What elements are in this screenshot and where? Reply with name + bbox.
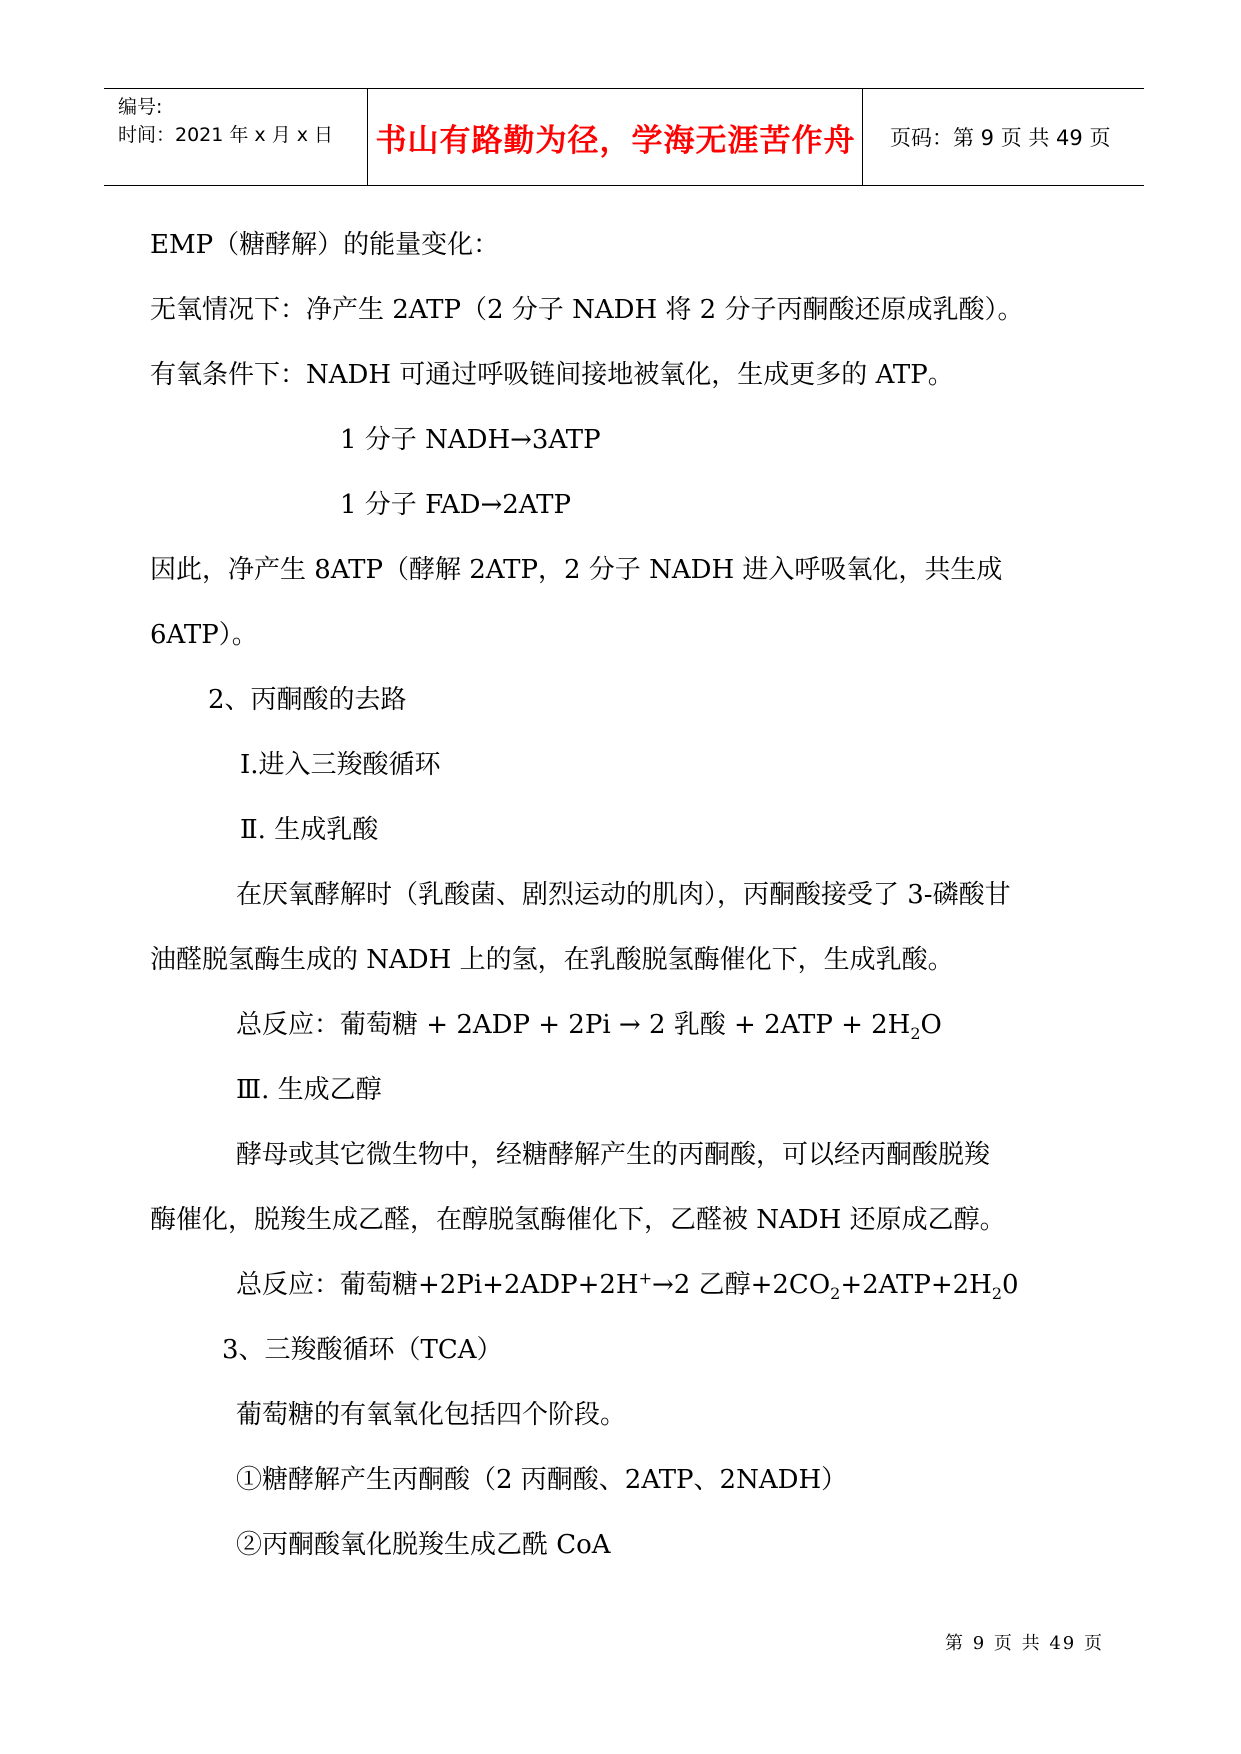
paragraph-line: 有氧条件下：NADH 可通过呼吸链间接地被氧化，生成更多的 ATP。 bbox=[150, 360, 954, 390]
header-divider-right bbox=[862, 89, 863, 185]
paragraph-line: 酵母或其它微生物中，经糖酵解产生的丙酮酸，可以经丙酮酸脱羧 bbox=[236, 1140, 991, 1170]
paragraph-line: 1 分子 NADH→3ATP bbox=[340, 425, 601, 455]
subsection-heading: Ⅲ. 生成乙醇 bbox=[236, 1075, 382, 1105]
paragraph-line: 葡萄糖的有氧氧化包括四个阶段。 bbox=[236, 1400, 627, 1430]
equation-subscript: 2 bbox=[991, 1284, 1003, 1304]
header-divider-left bbox=[367, 89, 368, 185]
equation-text: →2 乙醇+2CO bbox=[652, 1270, 831, 1300]
page-footer: 第 9 页 共 49 页 bbox=[945, 1633, 1104, 1654]
paragraph-line: 6ATP）。 bbox=[150, 620, 258, 650]
header-page-info: 页码：第 9 页 共 49 页 bbox=[890, 126, 1111, 150]
list-item: ①糖酵解产生丙酮酸（2 丙酮酸、2ATP、2NADH） bbox=[236, 1465, 848, 1495]
subsection-heading: Ⅱ. 生成乳酸 bbox=[240, 815, 379, 845]
paragraph-line: EMP（糖酵解）的能量变化： bbox=[150, 230, 500, 260]
section-heading: 2、丙酮酸的去路 bbox=[208, 685, 407, 715]
header-motto: 书山有路勤为径，学海无涯苦作舟 bbox=[375, 122, 856, 159]
equation-subscript: 2 bbox=[910, 1024, 921, 1044]
page-header bbox=[104, 88, 1144, 186]
reaction-equation bbox=[236, 1008, 942, 1042]
header-meta bbox=[118, 93, 333, 149]
subsection-heading: Ⅰ.进入三羧酸循环 bbox=[240, 750, 441, 780]
paragraph-line: 因此，净产生 8ATP（酵解 2ATP，2 分子 NADH 进入呼吸氧化，共生成 bbox=[150, 555, 1003, 585]
equation-subscript: 2 bbox=[830, 1284, 841, 1304]
equation-text: 总反应：葡萄糖+2Pi+2ADP+2H bbox=[236, 1270, 639, 1300]
reaction-equation bbox=[236, 1268, 1019, 1302]
list-item: ②丙酮酸氧化脱羧生成乙酰 CoA bbox=[236, 1530, 611, 1560]
paragraph-line: 1 分子 FAD→2ATP bbox=[340, 490, 571, 520]
equation-text: +2ATP+2H bbox=[840, 1270, 992, 1300]
equation-text: 总反应：葡萄糖 + 2ADP + 2Pi → 2 乳酸 + 2ATP + 2H bbox=[236, 1010, 911, 1040]
equation-superscript: + bbox=[638, 1268, 652, 1288]
section-heading: 3、三羧酸循环（TCA） bbox=[222, 1335, 503, 1365]
equation-text: 0 bbox=[1002, 1270, 1019, 1300]
paragraph-line: 在厌氧酵解时（乳酸菌、剧烈运动的肌肉），丙酮酸接受了 3-磷酸甘 bbox=[236, 880, 1011, 910]
paragraph-line: 酶催化，脱羧生成乙醛，在醇脱氢酶催化下，乙醛被 NADH 还原成乙醇。 bbox=[150, 1205, 1006, 1235]
time-label: 时间：2021 年 x 月 x 日 bbox=[118, 124, 334, 146]
serial-label: 编号: bbox=[118, 96, 163, 118]
paragraph-line: 无氧情况下：净产生 2ATP（2 分子 NADH 将 2 分子丙酮酸还原成乳酸）。 bbox=[150, 295, 1024, 325]
paragraph-line: 油醛脱氢酶生成的 NADH 上的氢，在乳酸脱氢酶催化下，生成乳酸。 bbox=[150, 945, 954, 975]
equation-text: O bbox=[920, 1010, 942, 1040]
